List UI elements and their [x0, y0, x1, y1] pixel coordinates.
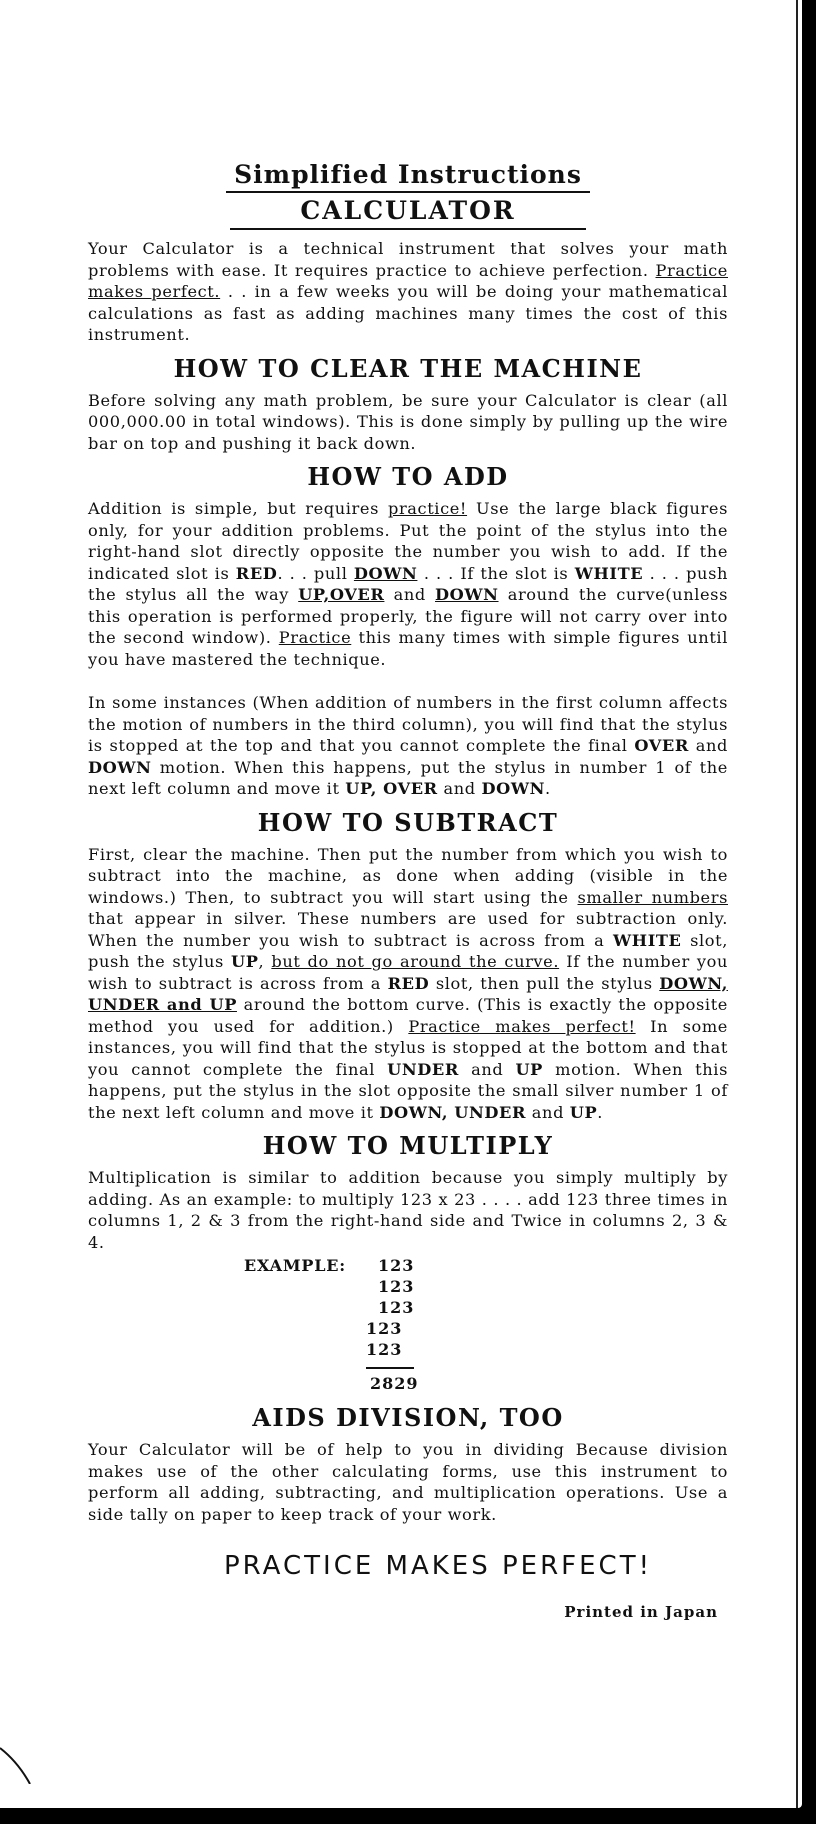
text-run: but do not go around the curve. [271, 952, 560, 971]
text-run: OVER [634, 736, 689, 755]
text-run: this many times with simple figures until you have mastered the technique. [88, 628, 728, 669]
text-run: DOWN [481, 779, 545, 798]
text-run: motion. When this happens, put the stylus in number 1 of the next left column and move it [88, 757, 728, 798]
text-run: practice! [387, 499, 468, 518]
text-run: DOWN [353, 563, 418, 583]
division-paragraph: Your Calculator will be of help to you in dividing Because division makes use of the other calculating forms, use this instrument to perform all adding, subtracting, and multiplication operations. Use a side tally on paper to keep track of your work. [88, 1440, 728, 1524]
text-run: Use the large black figures only, for your addition problems. Put the point of the stylus into the right-hand slot directly opposite the number you wish to add. If the indicated slot is [88, 499, 728, 583]
multiply-paragraph: Multiplication is similar to addition because you simply multiply by adding. As an example: to multiply 123 x 23 . . . . add 123 three times in columns 1, 2 & 3 from the right-hand side and Twice in columns 2, 3 & 4. [88, 1168, 728, 1252]
text-run: around the bottom curve. (This is exactly the opposite method you used for addition.) [88, 995, 728, 1036]
text-run: , [258, 952, 272, 971]
text-run: First, clear the machine. Then put the number from which you wish to subtract into the machine, as done when adding (visible in the windows.) Then, to subtract you will start using the [88, 844, 728, 907]
text-run: motion. When this happens, put the stylus in the slot opposite the small silver number 1 of the next left column and move it [88, 1059, 728, 1122]
document-title: Simplified Instructions [88, 158, 728, 192]
text-run: . [545, 779, 551, 798]
text-run: Practice makes perfect. [88, 260, 728, 301]
text-run: and [688, 736, 728, 755]
text-run: In some instances, you will find that the stylus is stopped at the bottom and that you cannot complete the final [88, 1016, 728, 1079]
text-run: and [526, 1102, 570, 1122]
clear-paragraph: Before solving any math problem, be sure your Calculator is clear (all 000,000.00 in total windows). This is done simply by pulling up the wire bar on top and pushing it back down. [88, 390, 728, 453]
text-run: Practice [278, 628, 352, 647]
text-run: around the curve(unless this operation is performed properly, the figure will not carry over into the second window). [88, 585, 729, 647]
text-run: RED [387, 973, 430, 993]
text-run: UP,OVER [298, 585, 385, 604]
text-run: UP [231, 952, 259, 971]
text-run: smaller numbers [577, 887, 728, 907]
example-row: 123 [378, 1298, 415, 1317]
text-run: . [597, 1102, 604, 1122]
subtract-paragraph [88, 844, 728, 1124]
text-run: . . in a few weeks you will be doing your mathematical calculations as fast as adding machines many times the cost of this instrument. [88, 282, 728, 344]
text-run: Your Calculator is a technical instrument that solves your math problems with ease. It requires practice to achieve perfection. [88, 239, 728, 280]
example-row: 123 [378, 1256, 415, 1275]
text-run: UP [569, 1102, 598, 1122]
printed-in-note: Printed in Japan [564, 1603, 718, 1621]
text-run: DOWN, UNDER and UP [88, 973, 728, 1014]
heading-subtract: HOW TO SUBTRACT [257, 807, 559, 837]
text-run: and [458, 1059, 516, 1079]
text-run: WHITE [613, 930, 682, 950]
text-run: DOWN, UNDER [379, 1102, 527, 1122]
add-paragraph-2 [88, 692, 728, 800]
text-run: In some instances (When addition of numbers in the first column affects the motion of numbers in the third column), you will find that the stylus is stopped at the top and that you cannot complete the final [88, 693, 728, 755]
spacer [88, 670, 728, 692]
page-curl-mark [0, 1744, 36, 1784]
text-run: and [437, 779, 482, 798]
document-body [88, 158, 728, 1621]
text-run: WHITE [574, 563, 644, 583]
text-run: Practice makes perfect! [408, 1016, 636, 1036]
text-run: slot, then pull the stylus [429, 973, 660, 993]
text-run: RED [235, 563, 278, 583]
text-run: If the number you wish to subtract is across from a [88, 952, 728, 993]
heading-division: AIDS DIVISION, TOO [252, 1403, 564, 1432]
document-subtitle: CALCULATOR [88, 196, 728, 230]
example-row: 123 [378, 1277, 415, 1296]
multiplication-example [88, 1255, 728, 1395]
text-run: Addition is simple, but requires [88, 499, 388, 518]
example-row: 123 [366, 1319, 403, 1338]
text-run: . . . If the slot is [417, 563, 575, 583]
text-run: that appear in silver. These numbers are used for subtraction only. When the number you wish to subtract is across from a [88, 909, 728, 950]
text-run: . . . pull [277, 563, 354, 583]
example-total: 2829 [370, 1374, 419, 1393]
text-run: . . . push the stylus all the way [88, 563, 729, 604]
text-run: DOWN [435, 585, 499, 604]
text-run: DOWN [88, 757, 152, 777]
add-paragraph-1 [88, 498, 728, 670]
text-run: slot, push the stylus [88, 930, 728, 971]
example-label: EXAMPLE: [244, 1256, 346, 1275]
intro-paragraph [88, 238, 728, 346]
text-run: UNDER [387, 1059, 459, 1079]
text-run: UP, OVER [345, 779, 438, 798]
closing-slogan: PRACTICE MAKES PERFECT! [223, 1551, 653, 1581]
heading-multiply: HOW TO MULTIPLY [262, 1131, 554, 1160]
heading-add: HOW TO ADD [307, 462, 509, 491]
text-run: and [384, 585, 436, 604]
sum-line [366, 1367, 414, 1369]
heading-clear: HOW TO CLEAR THE MACHINE [173, 353, 643, 383]
example-row: 123 [366, 1340, 403, 1359]
text-run: UP [515, 1059, 543, 1079]
page-edge [796, 0, 798, 1808]
